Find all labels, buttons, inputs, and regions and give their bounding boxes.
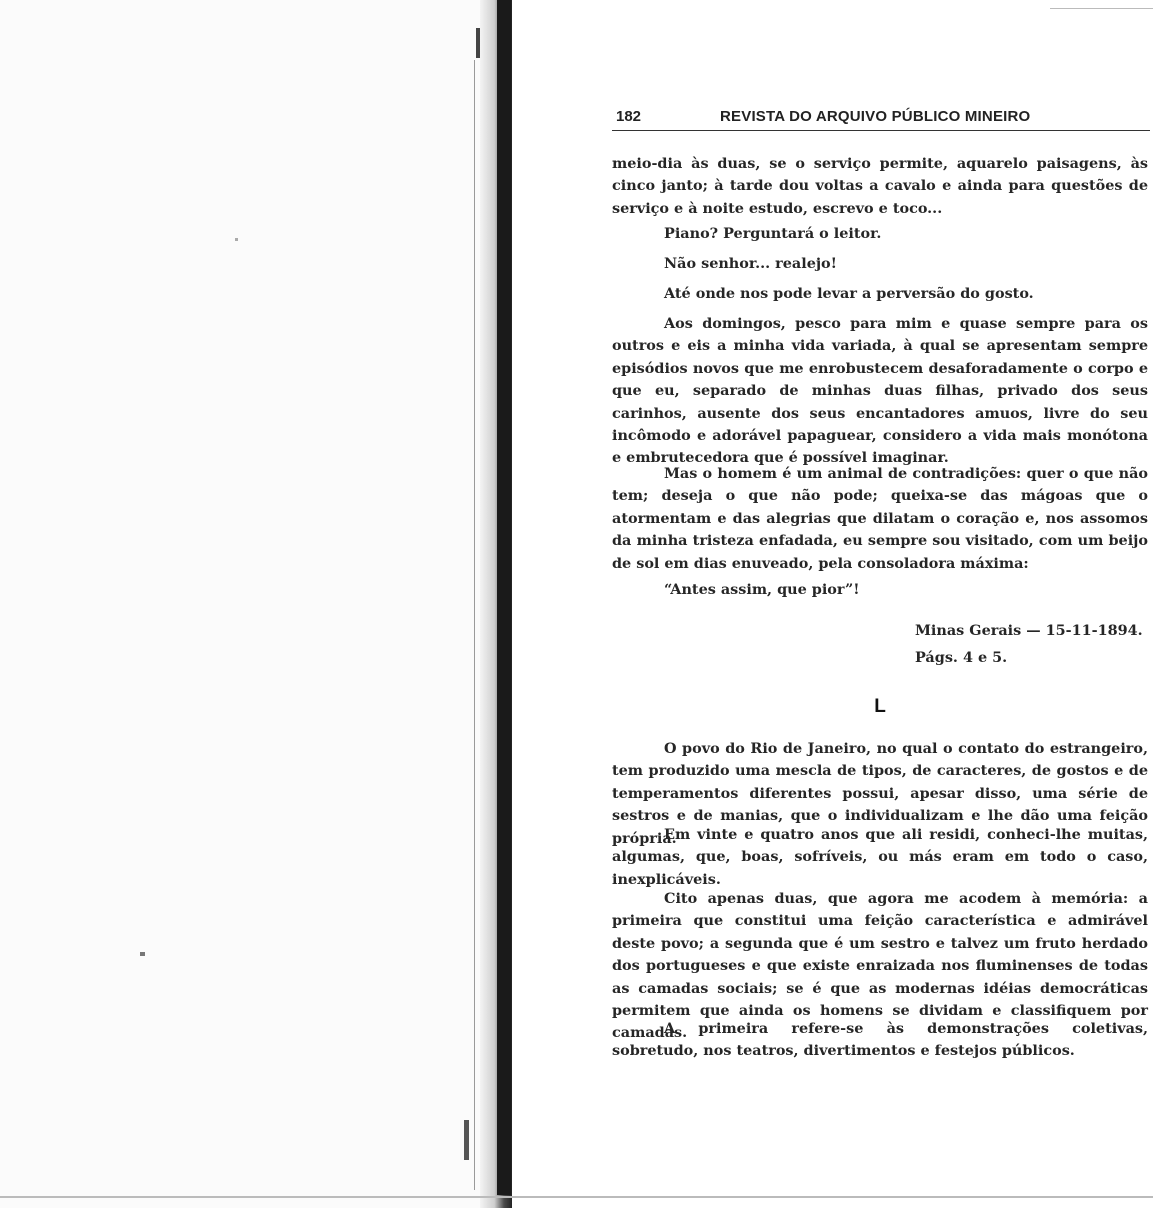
blank-left-page <box>0 0 500 1208</box>
page-edge-line <box>474 60 475 1190</box>
source-citation: Minas Gerais — 15-11-1894. <box>915 622 1143 639</box>
binding-mark <box>464 1120 469 1160</box>
paragraph: Até onde nos pode levar a perversão do gosto. <box>664 285 1034 302</box>
book-spine <box>497 0 511 1195</box>
source-pages: Págs. 4 e 5. <box>915 649 1008 666</box>
quotation: “Antes assim, que pior”! <box>664 581 860 598</box>
paragraph: O povo do Rio de Janeiro, no qual o contato do estrangeiro, tem produzido uma mescla de tipos, de caracteres, de gostos e de temperamentos diferentes possui, apesar disso, uma série de sestros e de manias, que o individualizam e lhe dão uma feição própria. <box>612 740 1148 847</box>
paragraph: Em vinte e quatro anos que ali residi, conheci-lhe muitas, algumas, que, boas, sofríveis, ou más eram em todo o caso, inexplicáveis. <box>612 826 1148 888</box>
paragraph: Piano? Perguntará o leitor. <box>664 225 882 242</box>
running-header <box>612 108 1150 131</box>
section-heading: L <box>874 696 886 717</box>
page-number: 182 <box>616 108 642 125</box>
paragraph: A primeira refere-se às demonstrações coletivas, sobretudo, nos teatros, divertimentos e festejos públicos. <box>612 1020 1148 1060</box>
scan-speck <box>140 952 145 956</box>
paragraph: Cito apenas duas, que agora me acodem à memória: a primeira que constitui uma feição característica e admirável deste povo; a segunda que é um sestro e talvez um fruto herdado dos portugueses e que existe enraizada nos fluminenses de todas as camadas sociais; se é que as modernas idéias democráticas permitem que ainda os homens se dividam e classifiquem por camadas. <box>612 890 1148 1042</box>
paragraph: Não senhor... realejo! <box>664 255 837 272</box>
paragraph: Mas o homem é um animal de contradições: quer o que não tem; deseja o que não pode; queixa-se das mágoas que o atormentam e das alegrias que dilatam o coração e, nos assomos da minha tristeza enfadada, eu sempre sou visitado, com um beijo de sol em dias enuveado, pela consoladora máxima: <box>612 465 1148 572</box>
paragraph: meio-dia às duas, se o serviço permite, aquarelo paisagens, às cinco janto; à tarde dou voltas a cavalo e ainda para questões de serviço e à noite estudo, escrevo e toco... <box>612 155 1148 217</box>
running-title: REVISTA DO ARQUIVO PÚBLICO MINEIRO <box>720 108 1031 125</box>
scan-edge <box>0 1196 1153 1198</box>
paragraph: Aos domingos, pesco para mim e quase sempre para os outros e eis a minha vida variada, à qual se apresentam sempre episódios novos que me enrobustecem desaforadamente o corpo e que eu, separado de minhas duas filhas, privado dos seus carinhos, ausente dos seus encantadores amuos, livre do seu incômodo e adorável papaguear, considero a vida mais monótona e embrutecedora que é possível imaginar. <box>612 315 1148 467</box>
scan-edge <box>1050 8 1153 9</box>
scan-speck <box>235 238 238 241</box>
